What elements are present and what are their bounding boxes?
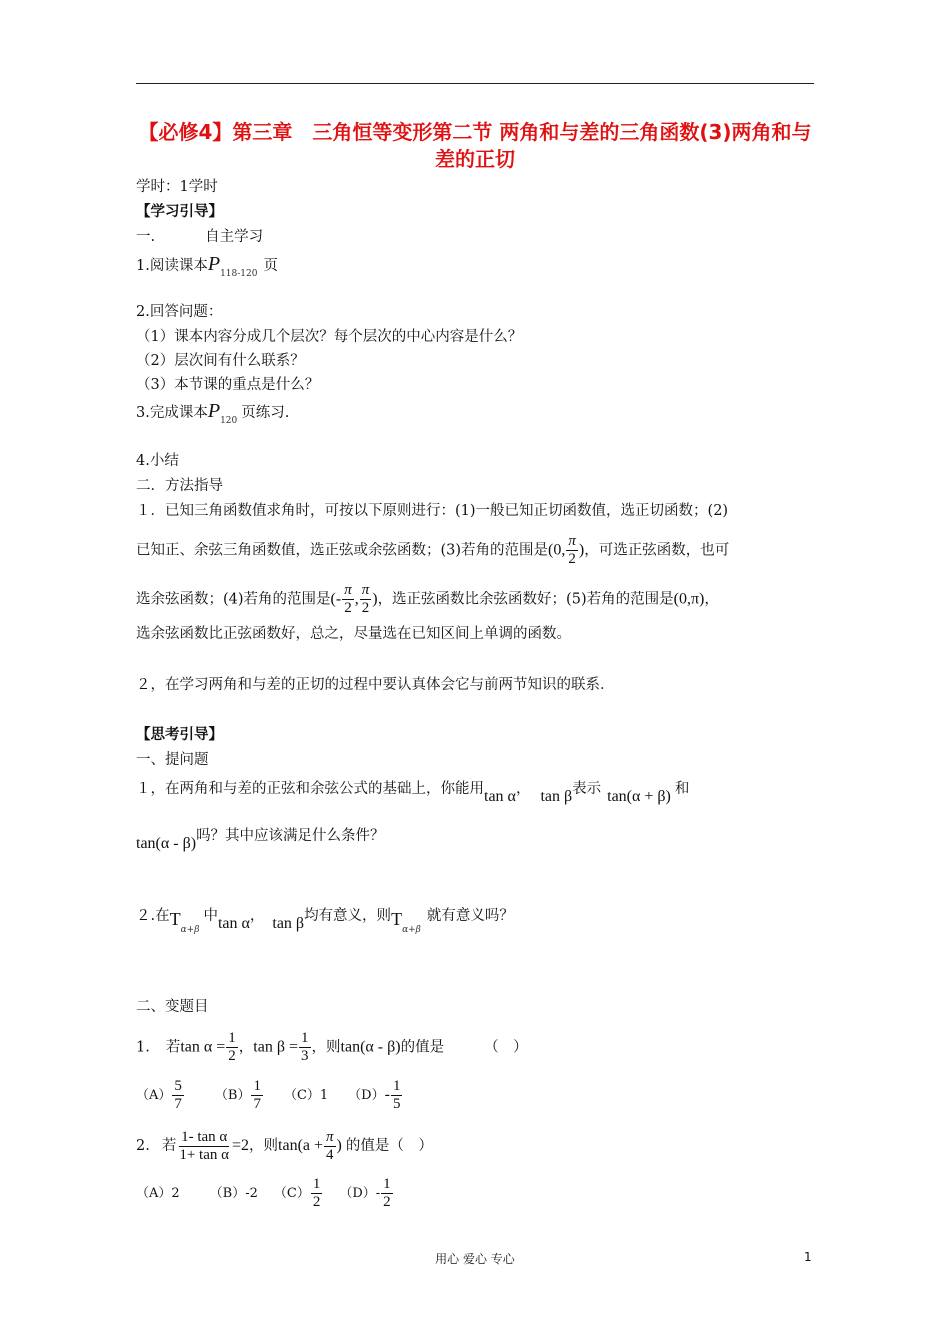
fraction-denominator: 2 <box>312 1194 321 1210</box>
interval-0-pi: (0,π) <box>673 590 705 608</box>
fraction-numerator: π <box>568 533 576 549</box>
fraction-pi-over-2 <box>342 582 354 617</box>
option-b-fraction <box>251 1078 263 1113</box>
page-number-ref: 120 <box>220 416 238 426</box>
header-rule <box>136 83 814 84</box>
item-summary: 4.小结 <box>136 453 179 469</box>
section-title: 自主学习 <box>205 229 264 245</box>
section-self-study <box>136 227 263 247</box>
fraction-numerator: 1 <box>228 1030 236 1046</box>
T-symbol: T <box>169 909 181 929</box>
item-text: 3.完成课本 <box>136 405 208 421</box>
line-text: ２.在 <box>136 908 170 924</box>
line-text: 已知正、余弦三角函数值，选正弦或余弦函数；(3)若角的范围是 <box>136 542 549 559</box>
line-text: 就有意义吗？ <box>426 908 514 924</box>
fraction-pi-over-4 <box>324 1129 336 1164</box>
item-answer-questions: 2.回答问题： <box>136 304 223 320</box>
line-text: 若 <box>165 1039 181 1056</box>
line-text: ，则 <box>311 1039 341 1056</box>
equals-two: =2 <box>232 1137 250 1154</box>
tan-alpha-eq: tan α = <box>180 1038 226 1056</box>
answer-blank: （ ） <box>484 1039 528 1056</box>
option-a: （A）2 <box>136 1186 180 1201</box>
question-2: （2）层次间有什么联系？ <box>136 353 305 369</box>
question-p1-line-2 <box>136 822 385 850</box>
tan-alpha-plus-beta: tan(α + β) <box>607 788 671 805</box>
exercise-2-options <box>136 1176 394 1211</box>
fraction-one-half <box>226 1030 238 1065</box>
section-number: 一. <box>136 229 156 245</box>
item-text: 1.阅读课本 <box>136 258 208 274</box>
tan-beta: tan β <box>272 915 305 932</box>
page-number: 1 <box>804 1250 812 1264</box>
fraction-denominator: 2 <box>344 600 352 616</box>
exercise-number: 2. <box>136 1138 150 1154</box>
line-text: ， <box>704 591 719 608</box>
interval-right: ) <box>372 590 378 608</box>
class-hours: 学时：1学时 <box>136 179 218 195</box>
option-a-fraction <box>172 1078 184 1113</box>
option-d-fraction <box>391 1078 403 1113</box>
fraction-denominator: 2 <box>383 1194 391 1210</box>
tan-expr-right: ) <box>336 1137 342 1154</box>
fraction-denominator: 2 <box>361 600 370 616</box>
thinking-guide-heading: 【思考引导】 <box>136 726 223 743</box>
item-read-textbook <box>136 254 278 278</box>
line-text: ，可选正弦函数，也可 <box>584 542 730 559</box>
fraction-tan-ratio <box>177 1129 231 1164</box>
fraction-numerator: 1 <box>301 1030 309 1046</box>
interval-comma: , <box>354 590 359 608</box>
tan-alpha-minus-beta: tan(α - β) <box>136 835 197 852</box>
method-2: ２，在学习两角和与差的正切的过程中要认真体会它与前两节知识的联系． <box>136 677 615 693</box>
fraction-denominator: 7 <box>174 1096 182 1112</box>
tan-beta-eq: tan β = <box>253 1038 299 1056</box>
tan-expr-left: tan(a + <box>278 1137 324 1154</box>
method-1-line-2 <box>136 533 729 568</box>
line-text: 的值是 <box>400 1039 445 1056</box>
interval-right: ) <box>578 541 585 559</box>
line-text: ，选正弦函数比余弦函数好；(5)若角的范围是 <box>377 591 674 608</box>
fraction-denominator: 1+ tan α <box>179 1146 229 1163</box>
separator: ， <box>238 1039 254 1056</box>
item-text: 页练习. <box>241 405 290 421</box>
fraction-numerator: 1 <box>253 1078 261 1094</box>
fraction-numerator: 5 <box>174 1078 182 1094</box>
line-text: １，在两角和与差的正弦和余弦公式的基础上，你能用 <box>136 781 484 797</box>
question-1: （1）课本内容分成几个层次？每个层次的中心内容是什么？ <box>136 329 523 345</box>
method-1-line-3 <box>136 582 719 617</box>
interval-left: (- <box>330 590 342 608</box>
page-footer: 用心 爱心 专心 <box>435 1252 515 1266</box>
line-text: 表示 <box>572 781 602 797</box>
study-guide-heading: 【学习引导】 <box>136 203 223 220</box>
separator: ， <box>249 908 265 924</box>
option-c: （C）1 <box>283 1088 329 1103</box>
page-range: 118-120 <box>220 269 258 279</box>
option-c-label: （C） <box>273 1186 310 1201</box>
item-complete-exercises <box>136 401 289 425</box>
line-text: 选余弦函数；(4)若角的范围是 <box>136 591 331 608</box>
tan-beta: tan β <box>540 788 573 805</box>
option-c-fraction <box>311 1176 323 1211</box>
exercise-2 <box>136 1128 433 1164</box>
line-text: 均有意义，则 <box>304 908 392 924</box>
question-3: （3）本节课的重点是什么？ <box>136 377 320 393</box>
page-symbol: P <box>207 400 221 422</box>
T-subscript: α+β <box>180 925 200 935</box>
interval-left: (0, <box>548 541 566 559</box>
method-1-line-1: １．已知三角函数值求角时，可按以下原则进行：(1)一般已知正切函数值，选正切函数；(2) <box>136 503 729 519</box>
section-questions: 一、提问题 <box>136 752 209 768</box>
fraction-numerator: 1- tan α <box>181 1128 228 1145</box>
tan-alpha: tan α <box>484 788 516 805</box>
line-text: 吗？其中应该满足什么条件？ <box>196 828 385 844</box>
fraction-numerator: 1 <box>383 1176 391 1192</box>
fraction-denominator: 2 <box>228 1048 236 1064</box>
section-variant-exercises: 二、变题目 <box>136 999 209 1015</box>
T-subscript: α+β <box>402 925 421 935</box>
option-b: （B）-2 <box>209 1186 258 1201</box>
fraction-denominator: 4 <box>326 1146 334 1163</box>
page-title: 【必修4】第三章 三角恒等变形第二节 两角和与差的三角函数(3)两角和与差的正切 <box>138 120 812 171</box>
option-b-label: （B） <box>214 1088 251 1103</box>
line-text: 中 <box>203 908 218 924</box>
fraction-numerator: 1 <box>312 1176 321 1192</box>
tan-alpha: tan α <box>217 915 250 932</box>
item-text: 页 <box>263 258 278 274</box>
exercise-1 <box>136 1030 528 1065</box>
option-d-label: （D）- <box>339 1186 381 1201</box>
fraction-one-third <box>299 1030 311 1065</box>
fraction-numerator: π <box>344 582 352 598</box>
fraction-denominator: 5 <box>392 1096 401 1112</box>
option-d-label: （D） <box>348 1088 385 1103</box>
exercise-number: 1. <box>136 1039 150 1056</box>
separator: ， <box>515 781 531 797</box>
method-1-line-4: 选余弦函数比正弦函数好，总之，尽量选在已知区间上单调的函数。 <box>136 626 571 642</box>
line-text: 和 <box>674 781 690 797</box>
fraction-pi-over-2 <box>360 582 372 617</box>
fraction-pi-over-2 <box>566 533 578 568</box>
question-p1-line-1 <box>136 775 689 803</box>
page-symbol: P <box>207 253 221 275</box>
question-p2 <box>136 900 514 935</box>
T-symbol: T <box>391 909 403 929</box>
line-text: 的值是（ ） <box>345 1138 433 1154</box>
option-a-label: （A） <box>136 1088 172 1103</box>
fraction-numerator: π <box>326 1128 334 1145</box>
fraction-denominator: 3 <box>301 1048 309 1064</box>
exercise-1-options <box>136 1078 403 1113</box>
line-text: ，则 <box>249 1138 279 1154</box>
fraction-denominator: 2 <box>568 551 576 567</box>
section-method-guide: 二．方法指导 <box>136 478 223 494</box>
option-d-sign: - <box>384 1086 390 1103</box>
option-d-fraction <box>381 1176 393 1211</box>
fraction-numerator: π <box>361 582 370 598</box>
fraction-numerator: 1 <box>392 1078 401 1094</box>
line-text: 若 <box>161 1138 177 1154</box>
tan-alpha-minus-beta: tan(α - β) <box>340 1038 401 1056</box>
fraction-denominator: 7 <box>253 1096 261 1112</box>
